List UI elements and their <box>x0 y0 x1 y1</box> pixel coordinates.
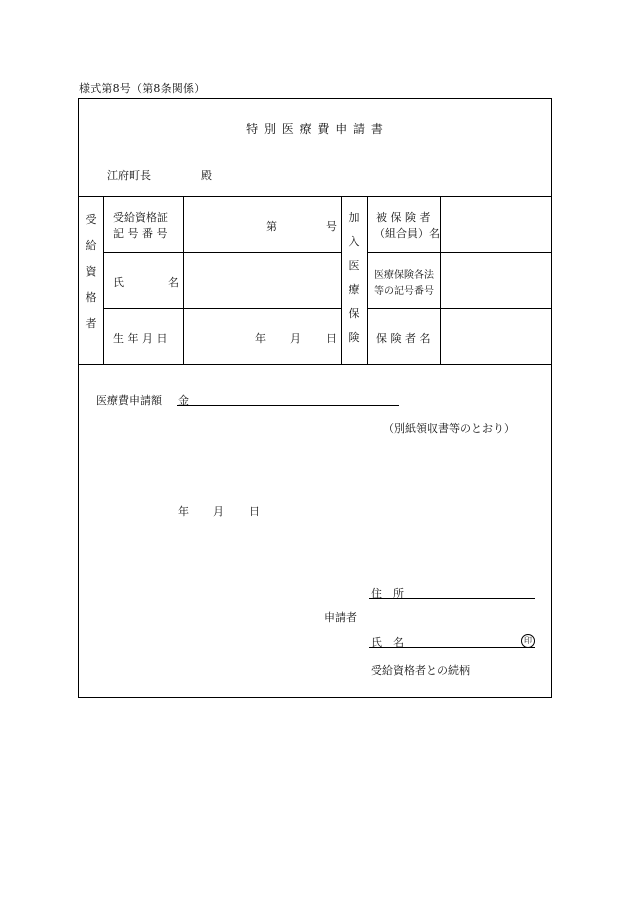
amount-underline <box>177 405 399 406</box>
table-top-border <box>78 196 552 197</box>
form-number-label: 様式第8号（第8条関係） <box>79 82 206 95</box>
right-row-divider-1 <box>367 252 552 253</box>
left-row-divider-2 <box>103 308 341 309</box>
insurance-char: 保 <box>348 307 360 320</box>
cert-number-dai: 第 <box>266 220 277 233</box>
name-label: 氏 名 <box>371 636 404 649</box>
col-divider-group <box>103 196 104 364</box>
seal-mark: 印 <box>521 634 535 648</box>
date-day-unit: 日 <box>249 505 260 518</box>
symbol-label-line1: 医療保険各法 <box>374 270 434 281</box>
addressee-honorific: 殿 <box>201 169 212 182</box>
insurance-char: 加 <box>348 211 360 224</box>
right-row-divider-2 <box>367 308 552 309</box>
applicant-label: 申請者 <box>324 611 357 624</box>
amount-label: 医療費申請額 <box>96 394 162 407</box>
recipient-char: 受 <box>85 213 97 226</box>
insured-label-line2: （組合員）名 <box>374 227 440 240</box>
insurance-char: 険 <box>348 331 360 344</box>
recipient-group-label <box>84 214 98 344</box>
insurance-char: 医 <box>348 259 360 272</box>
amount-prefix: 金 <box>178 394 189 407</box>
form-title: 特 別 医 療 費 申 請 書 <box>246 122 384 136</box>
cert-label-line2: 記 号 番 号 <box>113 227 168 240</box>
recipient-char: 格 <box>85 291 97 304</box>
left-row-divider-1 <box>103 252 341 253</box>
birth-month-unit: 月 <box>290 332 301 345</box>
date-month-unit: 月 <box>213 505 224 518</box>
address-underline <box>369 598 535 599</box>
insurance-group-label <box>347 212 361 356</box>
cert-number-go: 号 <box>326 220 337 233</box>
insurer-name-label: 保 険 者 名 <box>376 332 431 345</box>
col-divider-right-label <box>440 196 441 364</box>
relation-label: 受給資格者との続柄 <box>371 664 470 677</box>
birthdate-label: 生 年 月 日 <box>113 332 168 345</box>
birth-year-unit: 年 <box>255 332 266 345</box>
cert-label-line1: 受給資格証 <box>113 211 168 224</box>
insurance-char: 入 <box>348 235 360 248</box>
insured-label-line1: 被 保 険 者 <box>376 211 431 224</box>
col-divider-insurance <box>367 196 368 364</box>
symbol-label-line2: 等の記号番号 <box>374 286 434 297</box>
amount-note: （別紙領収書等のとおり） <box>383 422 515 435</box>
addressee-name: 江府町長 <box>107 169 151 182</box>
recipient-char: 給 <box>85 239 97 252</box>
insurance-char: 療 <box>348 283 360 296</box>
name-underline <box>369 647 535 648</box>
recipient-char: 資 <box>85 265 97 278</box>
recipient-char: 者 <box>85 317 97 330</box>
birth-day-unit: 日 <box>326 332 337 345</box>
address-label: 住 所 <box>371 587 404 600</box>
name-label-b: 名 <box>168 276 179 289</box>
table-bottom-border <box>78 364 552 365</box>
date-year-unit: 年 <box>178 505 189 518</box>
col-divider-middle <box>341 196 342 364</box>
col-divider-label <box>183 196 184 364</box>
name-label-a: 氏 <box>113 276 124 289</box>
